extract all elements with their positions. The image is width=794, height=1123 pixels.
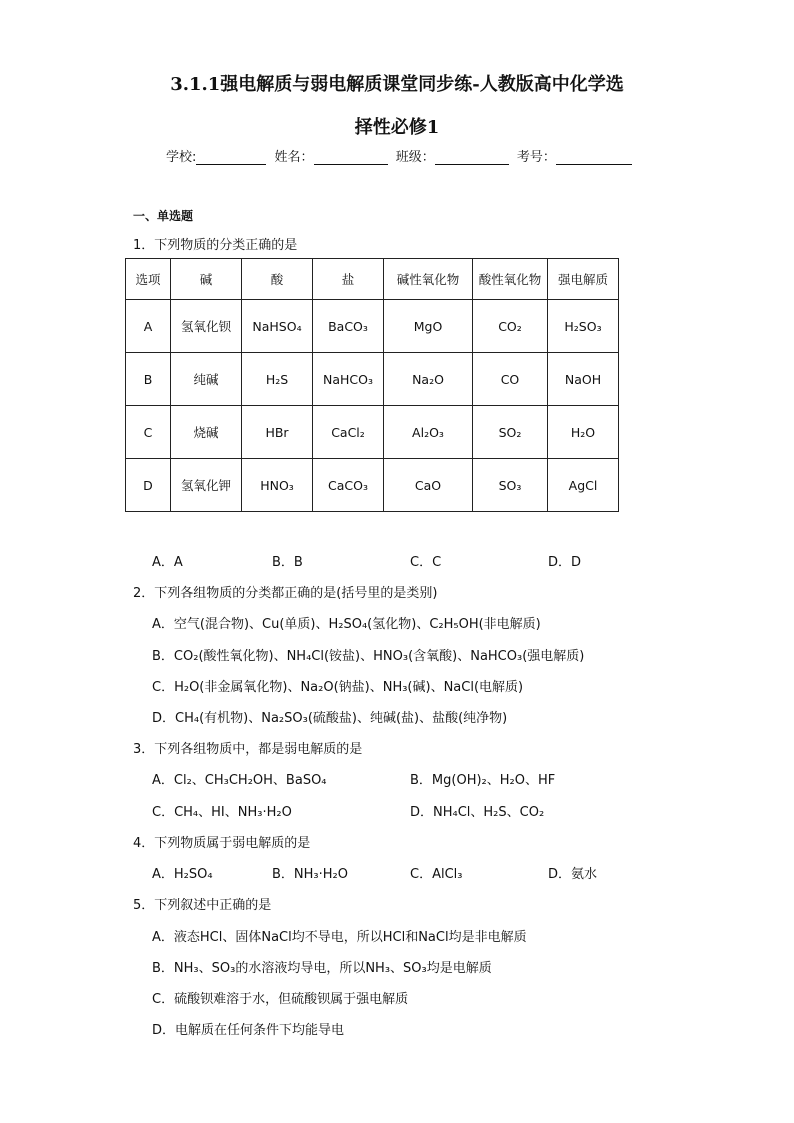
- table-cell: Al₂O₃: [384, 406, 473, 459]
- table-cell: D: [126, 459, 171, 512]
- table-cell: CaO: [384, 459, 473, 512]
- table-header-cell: 选项: [126, 259, 171, 300]
- q4-option-a[interactable]: A．H₂SO₄: [152, 867, 213, 882]
- q2-option-b[interactable]: B．CO₂(酸性氧化物)、NH₄Cl(铵盐)、HNO₃(含氧酸)、NaHCO₃(强电解质): [152, 649, 585, 664]
- table-cell: CaCO₃: [313, 459, 384, 512]
- name-label: 姓名：: [274, 150, 314, 165]
- table-cell: H₂S: [242, 353, 313, 406]
- document-title-line2: 择性必修1: [354, 117, 440, 138]
- table-cell: HBr: [242, 406, 313, 459]
- table-cell: B: [126, 353, 171, 406]
- table-cell: SO₃: [473, 459, 548, 512]
- table-cell: BaCO₃: [313, 300, 384, 353]
- q5-option-a[interactable]: A．液态HCl、固体NaCl均不导电，所以HCl和NaCl均是非电解质: [152, 930, 527, 945]
- classification-table: [125, 258, 619, 512]
- table-header-cell: 酸性氧化物: [473, 259, 548, 300]
- table-cell: H₂O: [548, 406, 619, 459]
- question-4-stem: 4．下列物质属于弱电解质的是: [133, 836, 311, 851]
- q2-option-d[interactable]: D．CH₄(有机物)、Na₂SO₃(硫酸盐)、纯碱(盐)、盐酸(纯净物): [152, 711, 508, 726]
- question-3-stem: 3．下列各组物质中，都是弱电解质的是: [133, 742, 363, 757]
- table-header-cell: 酸: [242, 259, 313, 300]
- q3-option-a[interactable]: A．Cl₂、CH₃CH₂OH、BaSO₄: [152, 773, 327, 788]
- table-row: [126, 353, 619, 406]
- section-heading: 一、单选题: [133, 209, 194, 223]
- table-cell: CO: [473, 353, 548, 406]
- document-title-line1: 3.1.1强电解质与弱电解质课堂同步练-人教版高中化学选: [170, 74, 624, 95]
- table-cell: C: [126, 406, 171, 459]
- table-cell: Na₂O: [384, 353, 473, 406]
- table-cell: NaHSO₄: [242, 300, 313, 353]
- table-header-cell: 碱性氧化物: [384, 259, 473, 300]
- table-cell: 氢氧化钾: [171, 459, 242, 512]
- school-label: 学校:: [166, 150, 197, 165]
- table-cell: A: [126, 300, 171, 353]
- table-cell: H₂SO₃: [548, 300, 619, 353]
- table-cell: 烧碱: [171, 406, 242, 459]
- q3-option-c[interactable]: C．CH₄、HI、NH₃·H₂O: [152, 805, 292, 820]
- table-cell: NaHCO₃: [313, 353, 384, 406]
- q1-option-a[interactable]: A．A: [152, 555, 183, 570]
- q4-option-c[interactable]: C．AlCl₃: [410, 867, 463, 882]
- table-header-row: [126, 259, 619, 300]
- table-header-cell: 碱: [171, 259, 242, 300]
- q4-option-b[interactable]: B．NH₃·H₂O: [272, 867, 348, 882]
- table-cell: NaOH: [548, 353, 619, 406]
- q2-option-c[interactable]: C．H₂O(非金属氧化物)、Na₂O(钠盐)、NH₃(碱)、NaCl(电解质): [152, 680, 524, 695]
- q4-option-d[interactable]: D．氨水: [548, 867, 598, 882]
- table-cell: 氢氧化钡: [171, 300, 242, 353]
- q5-option-c[interactable]: C．硫酸钡难溶于水，但硫酸钡属于强电解质: [152, 992, 409, 1007]
- q5-option-d[interactable]: D．电解质在任何条件下均能导电: [152, 1023, 345, 1038]
- question-1-stem: 1．下列物质的分类正确的是: [133, 238, 298, 253]
- q3-option-d[interactable]: D．NH₄Cl、H₂S、CO₂: [410, 805, 545, 820]
- table-row: [126, 459, 619, 512]
- table-row: [126, 406, 619, 459]
- table-cell: MgO: [384, 300, 473, 353]
- question-2-stem: 2．下列各组物质的分类都正确的是(括号里的是类别): [133, 586, 438, 601]
- table-header-cell: 强电解质: [548, 259, 619, 300]
- table-cell: AgCl: [548, 459, 619, 512]
- question-5-stem: 5．下列叙述中正确的是: [133, 898, 272, 913]
- name-blank[interactable]: [314, 151, 388, 165]
- table-cell: CO₂: [473, 300, 548, 353]
- q1-option-c[interactable]: C．C: [410, 555, 442, 570]
- q3-option-b[interactable]: B．Mg(OH)₂、H₂O、HF: [410, 773, 556, 788]
- class-label: 班级：: [395, 150, 435, 165]
- q1-option-d[interactable]: D．D: [548, 555, 582, 570]
- q2-option-a[interactable]: A．空气(混合物)、Cu(单质)、H₂SO₄(氢化物)、C₂H₅OH(非电解质): [152, 617, 541, 632]
- table-header-cell: 盐: [313, 259, 384, 300]
- class-blank[interactable]: [435, 151, 509, 165]
- student-info-line: [166, 146, 636, 165]
- q1-option-b[interactable]: B．B: [272, 555, 303, 570]
- table-cell: HNO₃: [242, 459, 313, 512]
- table-cell: CaCl₂: [313, 406, 384, 459]
- table-cell: 纯碱: [171, 353, 242, 406]
- number-blank[interactable]: [556, 151, 632, 165]
- table-row: [126, 300, 619, 353]
- table-cell: SO₂: [473, 406, 548, 459]
- q5-option-b[interactable]: B．NH₃、SO₃的水溶液均导电，所以NH₃、SO₃均是电解质: [152, 961, 492, 976]
- number-label: 考号：: [516, 150, 556, 165]
- school-blank[interactable]: [196, 151, 266, 165]
